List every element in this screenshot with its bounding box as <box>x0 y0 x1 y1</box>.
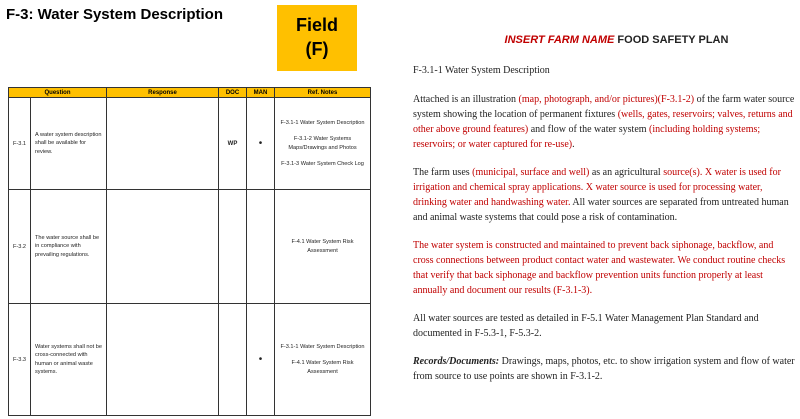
ref-note: F-3.1-1 Water System Description <box>280 344 365 351</box>
field-badge-line2: (F) <box>305 39 329 59</box>
plan-subtitle: F-3.1-1 Water System Description <box>413 65 550 76</box>
table-row <box>9 190 371 304</box>
plan-paragraph <box>413 92 796 152</box>
table-row <box>9 304 371 416</box>
ref-note: F-3.1-3 Water System Check Log <box>281 160 364 167</box>
plan-header-title: FOOD SAFETY PLAN <box>614 34 729 46</box>
row-doc <box>219 304 247 416</box>
row-response[interactable] <box>107 190 219 304</box>
column-header-ref-notes: Ref. Notes <box>275 88 371 98</box>
plan-paragraph: The water system is constructed and maintained to prevent back siphonage, backflow, and cross connections between product contact water and wastewater. We conduct routine checks that verify that back siphonage and backflow prevention units function properly at least annually and document our results (F-3.1-3). <box>413 240 786 296</box>
text-run: . <box>572 139 575 150</box>
text-run-red: (wells, gates, reservoirs; valves, returns and other above ground features) <box>413 109 793 135</box>
records-label: Records/Documents: <box>413 356 500 367</box>
requirements-table <box>8 87 371 416</box>
plan-header <box>413 34 796 46</box>
text-run: of the farm water source system showing the location of permanent fixtures <box>413 94 795 120</box>
text-run: Drawings, maps, photos, etc. to show irrigation system and flow of water from source to use points are shown in F-3.1-2. <box>413 356 795 382</box>
column-header-response: Response <box>107 88 219 98</box>
row-man-bullet <box>247 190 275 304</box>
row-man-bullet: • <box>247 304 275 416</box>
plan-paragraph <box>413 165 796 225</box>
ref-note: F-3.1-1 Water System Description <box>280 120 365 127</box>
row-doc <box>219 190 247 304</box>
farm-name-placeholder: INSERT FARM NAME <box>504 34 615 46</box>
ref-note: F-3.1-2 Water Systems Maps/Drawings and Photos <box>288 136 357 151</box>
column-header-doc: DOC <box>219 88 247 98</box>
field-badge-line1: Field <box>295 15 338 35</box>
plan-paragraph <box>413 354 796 384</box>
row-ref-notes <box>275 98 371 190</box>
row-question: Water systems shall not be cross-connected with human or animal waste systems. <box>31 304 107 416</box>
table-row <box>9 98 371 190</box>
column-header-man: MAN <box>247 88 275 98</box>
table-header-row <box>9 88 371 98</box>
row-man-bullet: • <box>247 98 275 190</box>
food-safety-plan <box>413 34 796 397</box>
row-question: The water source shall be in compliance with prevailing regulations. <box>31 190 107 304</box>
section-title: F-3: Water System Description <box>6 6 223 23</box>
row-doc: WP <box>219 98 247 190</box>
row-id: F-3.3 <box>9 304 31 416</box>
ref-note: F-4.1 Water System Risk Assessment <box>291 239 354 254</box>
row-response[interactable] <box>107 304 219 416</box>
column-header-question: Question <box>9 88 107 98</box>
text-run: The farm uses <box>413 167 473 178</box>
text-run: as an agricultural <box>589 167 664 178</box>
row-question: A water system description shall be available for review. <box>31 98 107 190</box>
text-run-red: (municipal, surface and well) <box>472 167 590 178</box>
text-run: All water sources are separated from untreated human and animal waste systems that could pose a risk of contamination. <box>413 197 789 223</box>
text-run-red: source(s). X water is used for irrigation and chemical spray applications. X water source is used for processing water, drinking water and handwashing water. <box>413 167 781 208</box>
field-badge <box>277 5 357 71</box>
text-run: Attached is an illustration <box>413 94 519 105</box>
text-run-red: (including holding systems; reservoirs; or water captured for re-use) <box>413 124 761 150</box>
plan-paragraph: All water sources are tested as detailed in F-5.1 Water Management Plan Standard and documented in F-5.3-1, F-5.3-2. <box>413 313 759 339</box>
row-id: F-3.2 <box>9 190 31 304</box>
row-ref-notes <box>275 190 371 304</box>
ref-note: F-4.1 Water System Risk Assessment <box>291 360 354 375</box>
row-ref-notes <box>275 304 371 416</box>
text-run-red: (map, photograph, and/or pictures)(F-3.1-2) <box>518 94 695 105</box>
row-response[interactable] <box>107 98 219 190</box>
text-run: and flow of the water system <box>528 124 650 135</box>
row-id: F-3.1 <box>9 98 31 190</box>
